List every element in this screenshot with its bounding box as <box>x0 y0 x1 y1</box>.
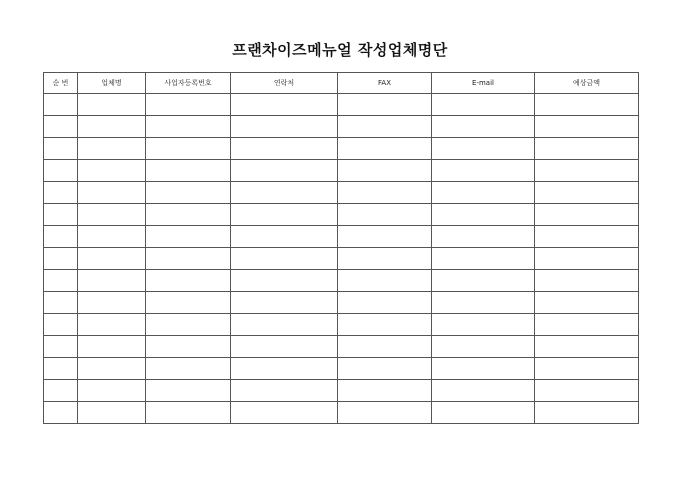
table-row <box>44 226 639 248</box>
column-header-estimated-amount: 예상금액 <box>535 73 639 94</box>
estimated-amount-cell <box>535 292 639 314</box>
number-cell <box>44 380 78 402</box>
company-cell <box>78 116 146 138</box>
column-header-company: 업체명 <box>78 73 146 94</box>
estimated-amount-cell <box>535 160 639 182</box>
fax-cell <box>338 182 432 204</box>
vendor-list-table <box>43 72 639 424</box>
contact-cell <box>231 248 338 270</box>
column-header-fax: FAX <box>338 73 432 94</box>
contact-cell <box>231 314 338 336</box>
contact-cell <box>231 94 338 116</box>
company-cell <box>78 402 146 424</box>
fax-cell <box>338 204 432 226</box>
table-body <box>44 94 639 424</box>
fax-cell <box>338 402 432 424</box>
email-cell <box>432 160 535 182</box>
company-cell <box>78 336 146 358</box>
fax-cell <box>338 270 432 292</box>
fax-cell <box>338 314 432 336</box>
email-cell <box>432 248 535 270</box>
fax-cell <box>338 292 432 314</box>
fax-cell <box>338 358 432 380</box>
table-row <box>44 94 639 116</box>
business-reg-number-cell <box>146 160 231 182</box>
contact-cell <box>231 402 338 424</box>
contact-cell <box>231 292 338 314</box>
company-cell <box>78 380 146 402</box>
estimated-amount-cell <box>535 116 639 138</box>
contact-cell <box>231 380 338 402</box>
estimated-amount-cell <box>535 380 639 402</box>
number-cell <box>44 116 78 138</box>
company-cell <box>78 248 146 270</box>
email-cell <box>432 358 535 380</box>
estimated-amount-cell <box>535 270 639 292</box>
contact-cell <box>231 204 338 226</box>
estimated-amount-cell <box>535 402 639 424</box>
table-row <box>44 204 639 226</box>
business-reg-number-cell <box>146 402 231 424</box>
email-cell <box>432 226 535 248</box>
business-reg-number-cell <box>146 204 231 226</box>
company-cell <box>78 270 146 292</box>
column-header-email: E-mail <box>432 73 535 94</box>
table-row <box>44 336 639 358</box>
fax-cell <box>338 248 432 270</box>
company-cell <box>78 226 146 248</box>
fax-cell <box>338 160 432 182</box>
fax-cell <box>338 116 432 138</box>
company-cell <box>78 358 146 380</box>
contact-cell <box>231 138 338 160</box>
business-reg-number-cell <box>146 116 231 138</box>
estimated-amount-cell <box>535 336 639 358</box>
business-reg-number-cell <box>146 336 231 358</box>
contact-cell <box>231 336 338 358</box>
company-cell <box>78 314 146 336</box>
number-cell <box>44 292 78 314</box>
estimated-amount-cell <box>535 226 639 248</box>
table-row <box>44 182 639 204</box>
table-row <box>44 138 639 160</box>
company-cell <box>78 94 146 116</box>
business-reg-number-cell <box>146 292 231 314</box>
email-cell <box>432 116 535 138</box>
table-row <box>44 314 639 336</box>
email-cell <box>432 138 535 160</box>
estimated-amount-cell <box>535 204 639 226</box>
table-row <box>44 160 639 182</box>
number-cell <box>44 358 78 380</box>
table-row <box>44 270 639 292</box>
estimated-amount-cell <box>535 182 639 204</box>
business-reg-number-cell <box>146 314 231 336</box>
email-cell <box>432 336 535 358</box>
company-cell <box>78 160 146 182</box>
number-cell <box>44 138 78 160</box>
table-row <box>44 380 639 402</box>
company-cell <box>78 204 146 226</box>
estimated-amount-cell <box>535 138 639 160</box>
business-reg-number-cell <box>146 380 231 402</box>
fax-cell <box>338 138 432 160</box>
table-row <box>44 248 639 270</box>
business-reg-number-cell <box>146 358 231 380</box>
company-cell <box>78 138 146 160</box>
table-row <box>44 292 639 314</box>
column-header-number: 순 번 <box>44 73 78 94</box>
contact-cell <box>231 160 338 182</box>
email-cell <box>432 380 535 402</box>
estimated-amount-cell <box>535 94 639 116</box>
number-cell <box>44 160 78 182</box>
business-reg-number-cell <box>146 182 231 204</box>
business-reg-number-cell <box>146 248 231 270</box>
email-cell <box>432 182 535 204</box>
email-cell <box>432 204 535 226</box>
number-cell <box>44 336 78 358</box>
business-reg-number-cell <box>146 138 231 160</box>
estimated-amount-cell <box>535 314 639 336</box>
fax-cell <box>338 226 432 248</box>
number-cell <box>44 402 78 424</box>
number-cell <box>44 248 78 270</box>
contact-cell <box>231 116 338 138</box>
company-cell <box>78 182 146 204</box>
contact-cell <box>231 270 338 292</box>
estimated-amount-cell <box>535 358 639 380</box>
contact-cell <box>231 226 338 248</box>
number-cell <box>44 314 78 336</box>
contact-cell <box>231 358 338 380</box>
number-cell <box>44 226 78 248</box>
column-header-contact: 연락처 <box>231 73 338 94</box>
number-cell <box>44 204 78 226</box>
email-cell <box>432 314 535 336</box>
email-cell <box>432 94 535 116</box>
business-reg-number-cell <box>146 226 231 248</box>
fax-cell <box>338 336 432 358</box>
number-cell <box>44 270 78 292</box>
email-cell <box>432 402 535 424</box>
fax-cell <box>338 380 432 402</box>
page-title: 프랜차이즈메뉴얼 작성업체명단 <box>232 41 448 59</box>
estimated-amount-cell <box>535 248 639 270</box>
business-reg-number-cell <box>146 270 231 292</box>
number-cell <box>44 182 78 204</box>
contact-cell <box>231 182 338 204</box>
table-row <box>44 402 639 424</box>
table-header-row <box>44 73 639 94</box>
number-cell <box>44 94 78 116</box>
table-row <box>44 358 639 380</box>
fax-cell <box>338 94 432 116</box>
column-header-business-reg-number: 사업자등록번호 <box>146 73 231 94</box>
email-cell <box>432 270 535 292</box>
table-row <box>44 116 639 138</box>
email-cell <box>432 292 535 314</box>
business-reg-number-cell <box>146 94 231 116</box>
company-cell <box>78 292 146 314</box>
